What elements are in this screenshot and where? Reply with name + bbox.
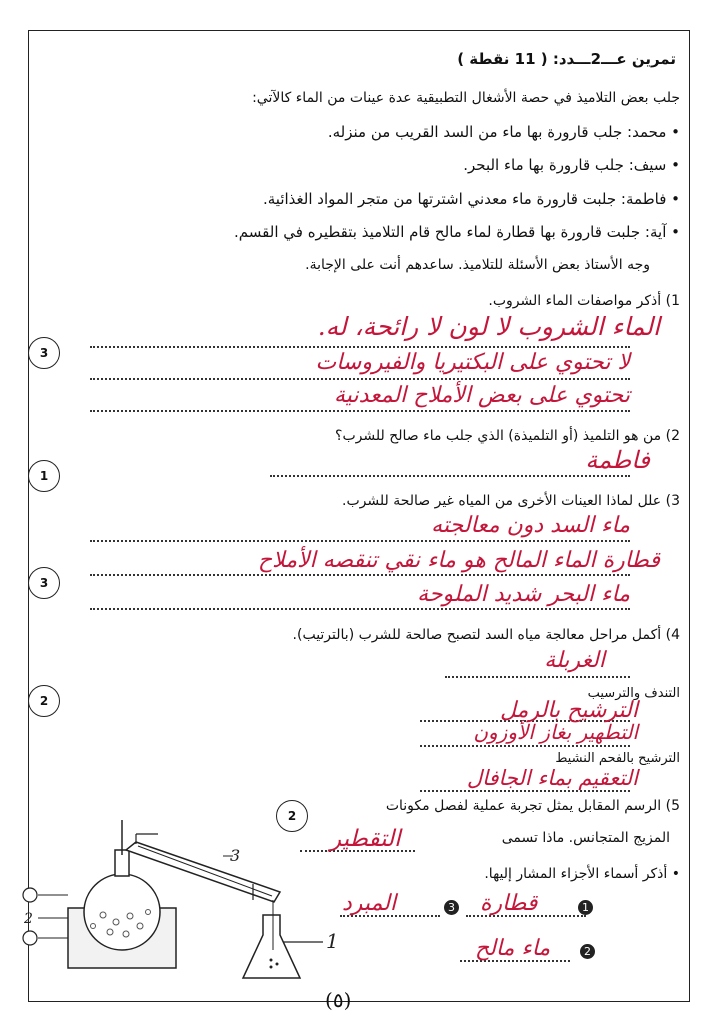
answer-q1-c: تحتوي على بعض الأملاح المعدنية (334, 383, 630, 408)
label-1-marker: 1 (578, 900, 593, 915)
sample-item: • فاطمة: جلبت قارورة ماء معدني اشترتها من متجر المواد الغذائية. (262, 190, 680, 208)
answer-part-1: قطارة (480, 891, 538, 916)
question-5-line1: 5) الرسم المقابل يمثل تجربة عملية لفصل مكونات (385, 798, 680, 814)
answer-q4-a: الغربلة (544, 648, 605, 673)
exercise-title: تمرين عـــ2ـــدد: ( 11 نقطة ) (457, 50, 676, 68)
distillation-diagram (18, 820, 353, 985)
question-5-line2: المزيج المتجانس. ماذا تسمى (501, 830, 670, 846)
answer-q3-b: قطارة الماء المالح هو ماء نقي تنقصه الأملاح (257, 548, 660, 573)
question-3: 3) علل لماذا العينات الأخرى من المياه غير صالحة للشرب. (342, 493, 680, 509)
sample-item: • محمد: جلب قارورة بها ماء من السد القريب من منزله. (327, 123, 680, 141)
score-circle-q4: 2 (28, 685, 60, 717)
q4-step-given-b: الترشيح بالفحم النشيط (555, 751, 680, 766)
answer-part-2: ماء مالح (475, 936, 551, 961)
question-4: 4) أكمل مراحل معالجة مياه السد لتصبح صالحة للشرب (بالترتيب). (292, 627, 680, 643)
answer-q2: فاطمة (585, 446, 650, 474)
part-answers-row2 (460, 938, 600, 966)
label-3-marker: 3 (444, 900, 459, 915)
answer-q4-c: التطهير بغاز الأوزون (473, 720, 638, 744)
answer-q5: التقطير (330, 826, 401, 852)
sample-item: • سيف: جلب قارورة بها ماء البحر. (463, 156, 680, 174)
score-circle-q3: 3 (28, 567, 60, 599)
score-circle-q5: 2 (276, 800, 308, 832)
question-5-bullet: • أذكر أسماء الأجزاء المشار إليها. (484, 866, 680, 882)
page-number: (٥) (325, 988, 352, 1012)
score-circle-q1: 3 (28, 337, 60, 369)
erlenmeyer-flask (243, 915, 300, 978)
question-2: 2) من هو التلميذ (أو التلميذة) الذي جلب ماء صالح للشرب؟ (335, 428, 680, 444)
answer-q4-d: التعقيم بماء الجافال (466, 766, 638, 790)
intro-text: جلب بعض التلاميذ في حصة الأشغال التطبيقية عدة عينات من الماء كالآتي: (252, 90, 680, 106)
diagram-label-3: 3 (230, 846, 241, 865)
question-1: 1) أذكر مواصفات الماء الشروب. (488, 293, 680, 309)
label-2-marker: 2 (580, 944, 595, 959)
diagram-label-1: 1 (326, 929, 339, 953)
answer-q1-a: الماء الشروب لا لون لا رائحة، له. (317, 312, 660, 341)
answer-q3-c: ماء البحر شديد الملوحة (417, 582, 630, 607)
sample-item: • آية: جلبت قارورة بها قطارة لماء مالح قام التلاميذ بتقطيره في القسم. (234, 223, 680, 241)
answer-q3-a: ماء السد دون معالجته (431, 513, 630, 538)
answer-q1-b: لا تحتوي على البكتيريا والفيروسات (315, 350, 630, 375)
score-circle-q2: 1 (28, 460, 60, 492)
part-answers-row1 (340, 891, 600, 921)
q4-step-given-a: التندف والترسيب (587, 686, 680, 701)
answer-q4-b: الترشيح بالرمل (500, 698, 638, 723)
prompt-text: وجه الأستاذ بعض الأسئلة للتلاميذ. ساعدهم أنت على الإجابة. (305, 257, 650, 273)
diagram-label-2: 2 (24, 911, 33, 927)
answer-part-3: المبرد (342, 891, 397, 916)
